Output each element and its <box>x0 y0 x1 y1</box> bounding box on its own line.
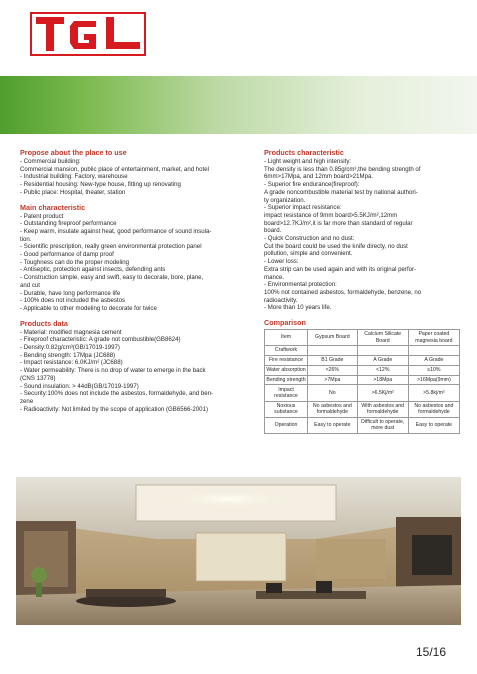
products-data-section <box>20 319 252 414</box>
main-characteristic-section <box>20 203 252 313</box>
left-column <box>20 148 252 419</box>
main-characteristic-heading: Main characteristic <box>20 202 86 212</box>
text-line: - Industrial building: Factory, warehouse <box>20 173 128 181</box>
header-cell: Paper coated magnesia board <box>408 330 459 346</box>
text-line: - Radioactivity: Not limited by the scope of application (GB6566-2001) <box>20 405 208 413</box>
table-cell <box>408 346 459 356</box>
table-row <box>265 375 460 385</box>
table-cell: A Grade <box>408 356 459 366</box>
text-line: 6mm>17Mpa, and 12mm board>21Mpa. <box>264 173 374 181</box>
table-row <box>265 417 460 433</box>
header-cell: Item <box>265 330 308 346</box>
table-cell <box>357 346 408 356</box>
text-line: - Commercial building: <box>20 158 81 165</box>
table-cell: <12% <box>357 365 408 375</box>
text-line: - Construction simple, easy and swift, easy to decorate, bore, plane, <box>20 274 204 282</box>
table-row <box>265 401 460 417</box>
text-line: Cut the board could be used the knife directy, no dust <box>264 242 408 250</box>
office-interior-photo <box>16 477 461 625</box>
text-line: - Material: modified magnesia cement <box>20 328 122 336</box>
table-cell: >18Mpa <box>357 375 408 385</box>
text-line: - Bending strength: 17Mpa (JC688) <box>20 351 116 359</box>
row-label: Craftwork <box>265 346 308 356</box>
text-line: - Environmental protection: <box>264 281 337 289</box>
text-line: and cut <box>20 281 40 289</box>
text-line: - Security:100% does not include the asbestos, formaldehyde, and ben- <box>20 390 214 398</box>
row-label: Fire resistance <box>265 356 308 366</box>
table-cell: >16Mpa(9mm) <box>408 375 459 385</box>
text-line: - Lower loss: <box>264 258 299 266</box>
text-line: - Superior impact resistance: <box>264 204 342 212</box>
text-line: - Public place: Hospital, theater, station <box>20 188 126 196</box>
right-column <box>264 148 460 434</box>
comparison-table <box>264 329 460 434</box>
table-cell: Easy to operate <box>408 417 459 433</box>
table-cell: ≤10% <box>408 365 459 375</box>
table-row <box>265 365 460 375</box>
text-line: - Scientific prescription, really green environmental protection panel <box>20 243 202 251</box>
table-cell: >7Mpa <box>308 375 358 385</box>
text-line: - Impact resistance: 6.0KJ/m² (JC688) <box>20 359 123 367</box>
text-line: - Density:0.82g/cm³(GB/17019-1997) <box>20 344 120 352</box>
text-line: ty organization. <box>264 196 306 204</box>
text-line: (CNS 13778) <box>20 374 56 382</box>
text-line: - 100% does not included the asbestos <box>20 297 126 305</box>
text-line: tion. <box>20 235 32 243</box>
text-line: - Outstanding fireproof performance <box>20 220 117 228</box>
text-line: - Fireproof characteristic: A grade not combustible(GB8624) <box>20 336 181 344</box>
table-cell: With asbestos and formaldehyde <box>357 401 408 417</box>
text-line: - Sound insulation: > 44dB(GB/17019-1997) <box>20 382 139 390</box>
row-label: Noxious substance <box>265 401 308 417</box>
products-characteristic-section <box>264 148 460 312</box>
text-line: - Water permeability: There is no drop of water to emerge in the back <box>20 367 206 375</box>
company-logo <box>30 12 146 56</box>
table-cell: B1 Grade <box>308 356 358 366</box>
text-line: - More than 10 years life. <box>264 304 332 312</box>
text-line: - Superior fire endurance(fireproof): <box>264 181 360 189</box>
row-label: Impact resistance <box>265 385 308 401</box>
text-line: The density is less than 0.85g/cm³,the bending strength of <box>264 165 421 173</box>
place-heading: Propose about the place to use <box>20 148 127 157</box>
page-number: 15/16 <box>416 645 447 659</box>
text-line: - Quick Construction and no dust: <box>264 235 355 243</box>
header-green-band <box>0 76 477 134</box>
text-line: pollution, simple and convenient. <box>264 250 353 258</box>
products-characteristic-heading: Products characteristic <box>264 148 344 157</box>
row-label: Bending strength <box>265 375 308 385</box>
row-label: Operation <box>265 417 308 433</box>
text-line: - Residential housing: New-type house, fitting up renovating <box>20 181 181 189</box>
text-line: radioactivity. <box>264 296 298 304</box>
row-label: Water absorption <box>265 365 308 375</box>
table-cell: No asbestos and formaldehyde <box>308 401 358 417</box>
table-cell <box>308 346 358 356</box>
header-cell: Gypsum Board <box>308 330 358 346</box>
text-line: A grade noncombustible material test by national authori- <box>264 188 418 196</box>
text-line: Extra strip can be used again and with its original perfor- <box>264 265 417 273</box>
table-cell: >5.8kj/m² <box>408 385 459 401</box>
text-line: - Light weight and high intensity: <box>264 158 352 165</box>
table-header-row <box>265 330 460 346</box>
text-line: board. <box>264 227 282 235</box>
table-cell: Difficult to operate, more dust <box>357 417 408 433</box>
text-line: - Durable, have long performance life <box>20 289 121 297</box>
text-line: Commercial mansion, public place of entertainment, market, and hotel <box>20 165 209 173</box>
text-line: 100% not contained asbestos, formaldehyde, benzene, no <box>264 288 422 296</box>
text-line: - Keep warm, insulate against heat, good performance of sound insula- <box>20 227 212 235</box>
text-line: - Antiseptic, protection against insects, defending ants <box>20 266 166 274</box>
table-row <box>265 385 460 401</box>
table-row <box>265 356 460 366</box>
text-line: mance. <box>264 273 284 281</box>
text-line: board>12.7KJ/m²,it is far more than standard of regular <box>264 219 413 227</box>
products-data-heading: Products data <box>20 318 68 328</box>
table-cell: A Grade <box>357 356 408 366</box>
text-line: zene <box>20 397 34 405</box>
text-line: - Toughness can do the proper modeling <box>20 258 129 266</box>
table-cell: No asbestos and formaldehyde <box>408 401 459 417</box>
text-line: impact resistance of 9mm board>5.5KJ/m²,12mm <box>264 211 398 219</box>
text-line: - Applicable to other modeling to decorate for twice <box>20 304 157 312</box>
table-row <box>265 346 460 356</box>
text-line: - Patent product <box>20 212 64 220</box>
table-cell: >6.5Kj/m² <box>357 385 408 401</box>
header-cell: Calcium Silicate Board <box>357 330 408 346</box>
table-cell: <26% <box>308 365 358 375</box>
table-cell: No <box>308 385 358 401</box>
text-line: - Good performance of damp proof <box>20 251 114 259</box>
place-section <box>20 148 252 197</box>
comparison-heading: Comparison <box>264 318 306 328</box>
table-cell: Easy to operate <box>308 417 358 433</box>
